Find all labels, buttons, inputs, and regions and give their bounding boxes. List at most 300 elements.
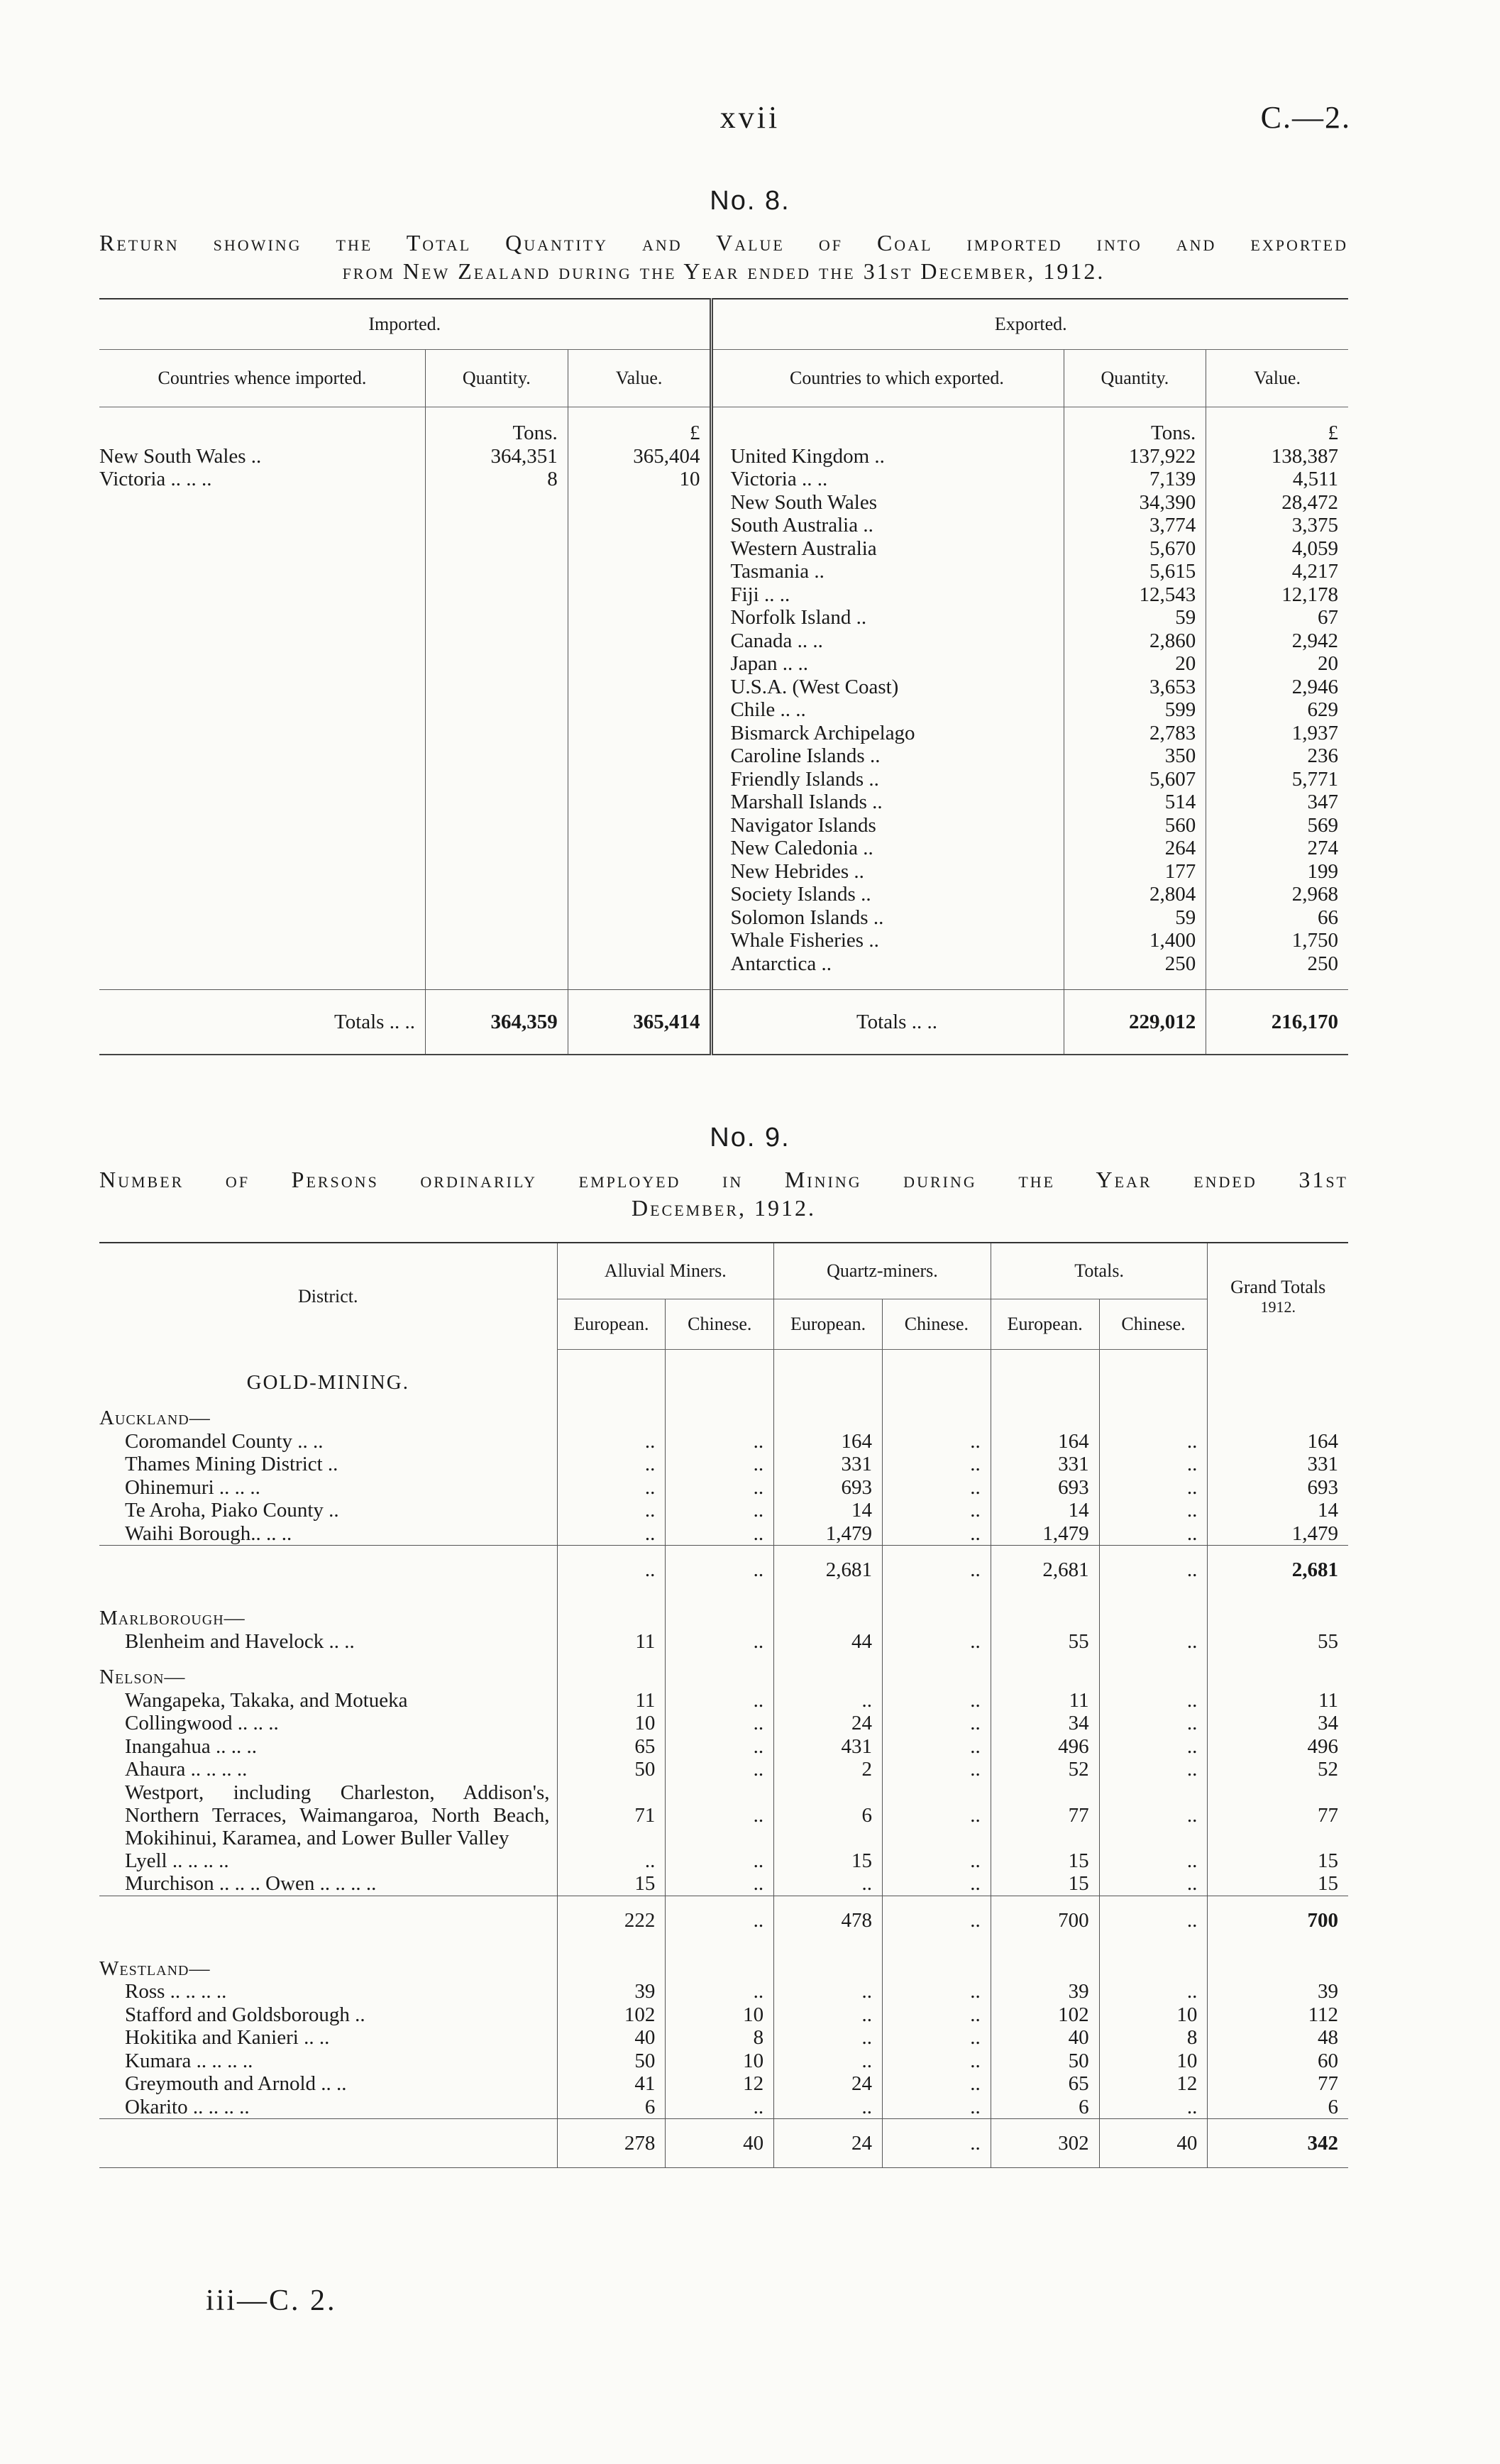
- alluvial-european: 50: [557, 2050, 666, 2073]
- col-quartz-european: European.: [774, 1299, 883, 1350]
- export-qty: 5,607: [1064, 768, 1206, 791]
- table-row: [99, 560, 1348, 583]
- alluvial-chinese: ..: [666, 1872, 774, 1896]
- export-country: Tasmania ..: [712, 560, 1064, 583]
- quartz-chinese: ..: [882, 2026, 991, 2050]
- quartz-european: 693: [774, 1476, 883, 1500]
- totals-export-qty: 229,012: [1064, 990, 1206, 1055]
- district-name: Kumara .. .. .. ..: [125, 2049, 253, 2072]
- export-country: U.S.A. (West Coast): [712, 676, 1064, 699]
- section-heading: Auckland—: [99, 1407, 211, 1429]
- district-name: Stafford and Goldsborough ..: [125, 2003, 365, 2026]
- totals-chinese: ..: [1099, 1980, 1208, 2003]
- table-row: [99, 652, 1348, 676]
- export-qty: 2,860: [1064, 629, 1206, 653]
- totals-european: 39: [991, 1980, 1099, 2003]
- table-row: [99, 952, 1348, 976]
- export-value: 1,750: [1206, 929, 1348, 952]
- export-country: Victoria .. ..: [712, 468, 1064, 491]
- export-qty: 599: [1064, 698, 1206, 722]
- quartz-chinese: ..: [882, 1735, 991, 1759]
- exported-header: Exported.: [712, 299, 1348, 350]
- totals-european: 6: [991, 2096, 1099, 2119]
- export-qty: 2,783: [1064, 722, 1206, 745]
- totals-european: 77: [991, 1781, 1099, 1849]
- totals-european: 15: [991, 1872, 1099, 1896]
- table-row: [99, 906, 1348, 930]
- table-row: [99, 722, 1348, 745]
- quartz-chinese: ..: [882, 1781, 991, 1849]
- district-name: Inangahua .. .. ..: [125, 1734, 258, 1758]
- totals-european: 102: [991, 2003, 1099, 2027]
- grand-total: 1,479: [1208, 1522, 1348, 1546]
- table-row: [99, 468, 1348, 491]
- quartz-european: ..: [774, 2096, 883, 2119]
- quartz-chinese: ..: [882, 1758, 991, 1781]
- grand-total: 14: [1208, 1499, 1348, 1522]
- export-country: Antarctica ..: [712, 952, 1064, 976]
- alluvial-european: 40: [557, 2026, 666, 2050]
- grand-total: 693: [1208, 1476, 1348, 1500]
- export-value: 2,942: [1206, 629, 1348, 653]
- alluvial-chinese: ..: [666, 1522, 774, 1546]
- grand-total: 496: [1208, 1735, 1348, 1759]
- quartz-european: 2: [774, 1758, 883, 1781]
- totals-chinese: ..: [1099, 1781, 1208, 1849]
- export-qty: 264: [1064, 837, 1206, 860]
- table-8-caption: [99, 229, 1348, 285]
- totals-european: 52: [991, 1758, 1099, 1781]
- district-name: Ross .. .. .. ..: [125, 1980, 227, 2003]
- quartz-chinese: ..: [882, 1499, 991, 1522]
- export-value: 2,946: [1206, 676, 1348, 699]
- table-row: [99, 698, 1348, 722]
- section-heading-row: [99, 1394, 1348, 1430]
- export-qty: 2,804: [1064, 883, 1206, 906]
- subtotal-grand-total: 342: [1208, 2119, 1348, 2168]
- alluvial-european: ..: [557, 1499, 666, 1522]
- table-row: [99, 1689, 1348, 1712]
- table-row: [99, 837, 1348, 860]
- totals-european: 14: [991, 1499, 1099, 1522]
- quartz-chinese: ..: [882, 1430, 991, 1453]
- export-qty: 5,670: [1064, 537, 1206, 561]
- col-alluvial: Alluvial Miners.: [557, 1243, 774, 1299]
- alluvial-european: 10: [557, 1712, 666, 1735]
- totals-chinese: 10: [1099, 2003, 1208, 2027]
- export-value: 67: [1206, 606, 1348, 629]
- grand-total: 55: [1208, 1630, 1348, 1654]
- table-row: [99, 860, 1348, 884]
- quartz-european: 24: [774, 1712, 883, 1735]
- table-9-caption-line2: December, 1912.: [631, 1195, 816, 1221]
- export-country: Navigator Islands: [712, 814, 1064, 837]
- alluvial-european: 11: [557, 1630, 666, 1654]
- export-country: South Australia ..: [712, 514, 1064, 537]
- totals-chinese: ..: [1099, 1453, 1208, 1476]
- export-qty: 3,774: [1064, 514, 1206, 537]
- alluvial-european: 71: [557, 1781, 666, 1849]
- totals-chinese: ..: [1099, 1630, 1208, 1654]
- quartz-european: 6: [774, 1781, 883, 1849]
- alluvial-chinese: 12: [666, 2072, 774, 2096]
- col-grand-totals-label: Grand Totals: [1230, 1276, 1326, 1297]
- export-value: 250: [1206, 952, 1348, 976]
- totals-chinese: ..: [1099, 1689, 1208, 1712]
- table-9-number: No. 9.: [710, 1123, 790, 1153]
- subtotal-totals-chinese: 40: [1099, 2119, 1208, 2168]
- table-row: [99, 2003, 1348, 2027]
- mining-employment-table: [99, 1242, 1348, 2168]
- district-name: Coromandel County .. ..: [125, 1429, 324, 1453]
- export-qty: 12,543: [1064, 583, 1206, 607]
- alluvial-chinese: ..: [666, 1430, 774, 1453]
- export-country: Japan .. ..: [712, 652, 1064, 676]
- import-qty: 364,351: [425, 445, 568, 468]
- subtotal-totals-european: 2,681: [991, 1546, 1099, 1595]
- grand-total: 39: [1208, 1980, 1348, 2003]
- alluvial-european: ..: [557, 1453, 666, 1476]
- grand-total: 52: [1208, 1758, 1348, 1781]
- quartz-chinese: ..: [882, 1476, 991, 1500]
- gold-mining-heading: GOLD-MINING.: [246, 1370, 409, 1394]
- subtotal-alluvial-european: 278: [557, 2119, 666, 2168]
- col-export-country: Countries to which exported.: [712, 350, 1064, 407]
- table-row: [99, 1476, 1348, 1500]
- section-heading: Marlborough—: [99, 1607, 246, 1629]
- totals-import-label: Totals .. ..: [99, 990, 425, 1055]
- table-row: [99, 2050, 1348, 2073]
- quartz-european: 331: [774, 1453, 883, 1476]
- totals-chinese: ..: [1099, 1522, 1208, 1546]
- subtotal-quartz-chinese: ..: [882, 2119, 991, 2168]
- quartz-european: 1,479: [774, 1522, 883, 1546]
- section-heading-row: [99, 1594, 1348, 1630]
- district-name: Okarito .. .. .. ..: [125, 2095, 250, 2118]
- quartz-chinese: ..: [882, 1522, 991, 1546]
- subtotal-alluvial-chinese: ..: [666, 1546, 774, 1595]
- totals-european: 40: [991, 2026, 1099, 2050]
- table-row: [99, 537, 1348, 561]
- quartz-chinese: ..: [882, 1849, 991, 1873]
- subtotal-quartz-european: 24: [774, 2119, 883, 2168]
- alluvial-chinese: ..: [666, 1980, 774, 2003]
- district-name: Murchison .. .. .. Owen .. .. .. ..: [125, 1872, 377, 1895]
- totals-chinese: ..: [1099, 1476, 1208, 1500]
- district-name: Westport, including Charleston, Addison's, Northern Terraces, Waimangaroa, North Beach, Mokihinui, Karamea, and Lower Buller Valley: [125, 1781, 550, 1849]
- export-value: 347: [1206, 791, 1348, 814]
- district-name: Te Aroha, Piako County ..: [125, 1499, 339, 1522]
- table-row: [99, 768, 1348, 791]
- export-country: New Caledonia ..: [712, 837, 1064, 860]
- col-grand-totals-year: 1912.: [1260, 1297, 1296, 1316]
- table-8-number: No. 8.: [710, 186, 790, 216]
- alluvial-european: 39: [557, 1980, 666, 2003]
- alluvial-european: ..: [557, 1849, 666, 1873]
- table-row: [99, 1630, 1348, 1654]
- district-name: Waihi Borough.. .. ..: [125, 1522, 292, 1545]
- table-row: [99, 1735, 1348, 1759]
- export-qty: 250: [1064, 952, 1206, 976]
- grand-total: 331: [1208, 1453, 1348, 1476]
- totals-row: [99, 990, 1348, 1055]
- export-qty: 1,400: [1064, 929, 1206, 952]
- alluvial-european: 6: [557, 2096, 666, 2119]
- export-country: Whale Fisheries ..: [712, 929, 1064, 952]
- subtotal-grand-total: 2,681: [1208, 1546, 1348, 1595]
- units-row: [99, 422, 1348, 445]
- export-country: New South Wales: [712, 491, 1064, 515]
- table-row: [99, 2026, 1348, 2050]
- grand-total: 11: [1208, 1689, 1348, 1712]
- export-value: 66: [1206, 906, 1348, 930]
- col-import-country: Countries whence imported.: [99, 350, 425, 407]
- quartz-chinese: ..: [882, 1453, 991, 1476]
- totals-chinese: ..: [1099, 1712, 1208, 1735]
- section-heading-row: [99, 1653, 1348, 1689]
- subtotal-alluvial-chinese: ..: [666, 1896, 774, 1945]
- export-country: New Hebrides ..: [712, 860, 1064, 884]
- export-country: Marshall Islands ..: [712, 791, 1064, 814]
- gold-mining-heading-row: [99, 1350, 1348, 1395]
- totals-chinese: ..: [1099, 1735, 1208, 1759]
- export-country: Caroline Islands ..: [712, 744, 1064, 768]
- district-name: Blenheim and Havelock .. ..: [125, 1629, 355, 1653]
- export-qty: 350: [1064, 744, 1206, 768]
- alluvial-european: 102: [557, 2003, 666, 2027]
- totals-export-label: Totals .. ..: [712, 990, 1064, 1055]
- export-value: 5,771: [1206, 768, 1348, 791]
- table-row: [99, 744, 1348, 768]
- totals-export-value: 216,170: [1206, 990, 1348, 1055]
- table-row: [99, 814, 1348, 837]
- export-value: 28,472: [1206, 491, 1348, 515]
- export-country: Solomon Islands ..: [712, 906, 1064, 930]
- quartz-european: ..: [774, 1689, 883, 1712]
- quartz-european: 14: [774, 1499, 883, 1522]
- col-quartz-chinese: Chinese.: [882, 1299, 991, 1350]
- alluvial-chinese: ..: [666, 1630, 774, 1654]
- export-value: 274: [1206, 837, 1348, 860]
- document-reference: C.—2.: [1260, 100, 1351, 135]
- district-name: Lyell .. .. .. ..: [125, 1849, 229, 1872]
- export-qty: 7,139: [1064, 468, 1206, 491]
- totals-european: 11: [991, 1689, 1099, 1712]
- totals-chinese: 10: [1099, 2050, 1208, 2073]
- totals-european: 693: [991, 1476, 1099, 1500]
- coal-import-export-table: [99, 298, 1348, 1055]
- export-value: 569: [1206, 814, 1348, 837]
- grand-total: 77: [1208, 2072, 1348, 2096]
- alluvial-european: ..: [557, 1476, 666, 1500]
- subtotal-quartz-european: 478: [774, 1896, 883, 1945]
- totals-european: 65: [991, 2072, 1099, 2096]
- quartz-european: ..: [774, 2026, 883, 2050]
- totals-import-value: 365,414: [568, 990, 712, 1055]
- export-qty: 5,615: [1064, 560, 1206, 583]
- table-row: [99, 1522, 1348, 1546]
- export-country: Chile .. ..: [712, 698, 1064, 722]
- table-row: [99, 1758, 1348, 1781]
- subtotal-totals-european: 700: [991, 1896, 1099, 1945]
- alluvial-chinese: ..: [666, 1849, 774, 1873]
- totals-chinese: ..: [1099, 1872, 1208, 1896]
- quartz-chinese: ..: [882, 2050, 991, 2073]
- export-country: Fiji .. ..: [712, 583, 1064, 607]
- col-totals-european: European.: [991, 1299, 1099, 1350]
- table-row: [99, 1453, 1348, 1476]
- export-country: Canada .. ..: [712, 629, 1064, 653]
- alluvial-chinese: ..: [666, 2096, 774, 2119]
- table-row: [99, 1849, 1348, 1873]
- totals-european: 34: [991, 1712, 1099, 1735]
- export-qty: 20: [1064, 652, 1206, 676]
- grand-total: 15: [1208, 1872, 1348, 1896]
- subtotal-quartz-chinese: ..: [882, 1546, 991, 1595]
- table-row: [99, 583, 1348, 607]
- table-8-caption-line2: from New Zealand during the Year ended the 31st December, 1912.: [342, 258, 1105, 284]
- page-number: xvii: [719, 100, 781, 135]
- totals-chinese: ..: [1099, 2096, 1208, 2119]
- export-value: 12,178: [1206, 583, 1348, 607]
- alluvial-chinese: ..: [666, 1689, 774, 1712]
- subtotal-row: [99, 2119, 1348, 2168]
- col-import-qty: Quantity.: [425, 350, 568, 407]
- quartz-european: ..: [774, 1872, 883, 1896]
- col-district: District.: [99, 1243, 557, 1350]
- alluvial-chinese: 8: [666, 2026, 774, 2050]
- quartz-chinese: ..: [882, 1712, 991, 1735]
- grand-total: 48: [1208, 2026, 1348, 2050]
- alluvial-chinese: ..: [666, 1453, 774, 1476]
- totals-european: 55: [991, 1630, 1099, 1654]
- subtotal-row: [99, 1546, 1348, 1595]
- col-export-qty: Quantity.: [1064, 350, 1206, 407]
- quartz-european: ..: [774, 1980, 883, 2003]
- alluvial-european: ..: [557, 1522, 666, 1546]
- export-qty: 3,653: [1064, 676, 1206, 699]
- subtotal-totals-european: 302: [991, 2119, 1099, 2168]
- totals-chinese: 8: [1099, 2026, 1208, 2050]
- quartz-chinese: ..: [882, 2003, 991, 2027]
- col-alluvial-european: European.: [557, 1299, 666, 1350]
- subtotal-quartz-chinese: ..: [882, 1896, 991, 1945]
- totals-chinese: 12: [1099, 2072, 1208, 2096]
- export-country: Norfolk Island ..: [712, 606, 1064, 629]
- col-alluvial-chinese: Chinese.: [666, 1299, 774, 1350]
- alluvial-european: 50: [557, 1758, 666, 1781]
- totals-european: 496: [991, 1735, 1099, 1759]
- table-row: [99, 514, 1348, 537]
- col-totals: Totals.: [991, 1243, 1208, 1299]
- export-value: 4,217: [1206, 560, 1348, 583]
- export-country: Friendly Islands ..: [712, 768, 1064, 791]
- table-row: [99, 2096, 1348, 2119]
- col-totals-chinese: Chinese.: [1099, 1299, 1208, 1350]
- alluvial-chinese: ..: [666, 1476, 774, 1500]
- unit-pounds: £: [568, 422, 712, 445]
- table-row: [99, 929, 1348, 952]
- alluvial-chinese: 10: [666, 2003, 774, 2027]
- quartz-european: ..: [774, 2050, 883, 2073]
- alluvial-chinese: ..: [666, 1499, 774, 1522]
- export-qty: 514: [1064, 791, 1206, 814]
- export-qty: 59: [1064, 606, 1206, 629]
- quartz-european: 164: [774, 1430, 883, 1453]
- district-name: Ahaura .. .. .. ..: [125, 1758, 248, 1781]
- export-value: 4,059: [1206, 537, 1348, 561]
- table-row: [99, 629, 1348, 653]
- export-country: United Kingdom ..: [712, 445, 1064, 468]
- quartz-european: ..: [774, 2003, 883, 2027]
- totals-european: 331: [991, 1453, 1099, 1476]
- table-8-caption-line1: Return showing the Total Quantity and Value of Coal imported into and exported: [99, 230, 1348, 255]
- district-name: Greymouth and Arnold .. ..: [125, 2072, 347, 2095]
- export-value: 2,968: [1206, 883, 1348, 906]
- export-country: Bismarck Archipelago: [712, 722, 1064, 745]
- table-row: [99, 883, 1348, 906]
- export-country: Society Islands ..: [712, 883, 1064, 906]
- table-9-caption-line1: Number of Persons ordinarily employed in Mining during the Year ended 31st: [99, 1167, 1348, 1192]
- table-row: [99, 1712, 1348, 1735]
- totals-european: 15: [991, 1849, 1099, 1873]
- table-row: [99, 1499, 1348, 1522]
- quartz-chinese: ..: [882, 1630, 991, 1654]
- district-name: Hokitika and Kanieri .. ..: [125, 2026, 330, 2049]
- section-heading: Westland—: [99, 1957, 211, 1980]
- page-signature: iii—C. 2.: [206, 2284, 337, 2317]
- col-quartz: Quartz-miners.: [774, 1243, 991, 1299]
- table-row: [99, 1781, 1348, 1849]
- alluvial-european: 15: [557, 1872, 666, 1896]
- alluvial-european: ..: [557, 1430, 666, 1453]
- grand-total: 60: [1208, 2050, 1348, 2073]
- imported-header: Imported.: [99, 299, 712, 350]
- import-qty: 8: [425, 468, 568, 491]
- totals-european: 1,479: [991, 1522, 1099, 1546]
- alluvial-chinese: ..: [666, 1758, 774, 1781]
- district-name: Collingwood .. .. ..: [125, 1712, 279, 1734]
- subtotal-row: [99, 1896, 1348, 1945]
- totals-european: 50: [991, 2050, 1099, 2073]
- table-row: [99, 1872, 1348, 1896]
- quartz-european: 44: [774, 1630, 883, 1654]
- table-row: [99, 606, 1348, 629]
- import-country: Victoria .. .. ..: [99, 468, 212, 490]
- district-name: Ohinemuri .. .. ..: [125, 1475, 260, 1499]
- quartz-european: 15: [774, 1849, 883, 1873]
- totals-chinese: ..: [1099, 1430, 1208, 1453]
- subtotal-alluvial-chinese: 40: [666, 2119, 774, 2168]
- alluvial-chinese: ..: [666, 1735, 774, 1759]
- alluvial-chinese: ..: [666, 1781, 774, 1849]
- quartz-european: 24: [774, 2072, 883, 2096]
- table-row: [99, 676, 1348, 699]
- section-heading: Nelson—: [99, 1666, 186, 1688]
- alluvial-chinese: 10: [666, 2050, 774, 2073]
- subtotal-alluvial-european: 222: [557, 1896, 666, 1945]
- import-value: 10: [568, 468, 712, 491]
- export-value: 236: [1206, 744, 1348, 768]
- export-qty: 177: [1064, 860, 1206, 884]
- grand-total: 15: [1208, 1849, 1348, 1873]
- alluvial-european: 65: [557, 1735, 666, 1759]
- table-row: [99, 1980, 1348, 2003]
- totals-european: 164: [991, 1430, 1099, 1453]
- export-qty: 137,922: [1064, 445, 1206, 468]
- totals-import-qty: 364,359: [425, 990, 568, 1055]
- import-value: 365,404: [568, 445, 712, 468]
